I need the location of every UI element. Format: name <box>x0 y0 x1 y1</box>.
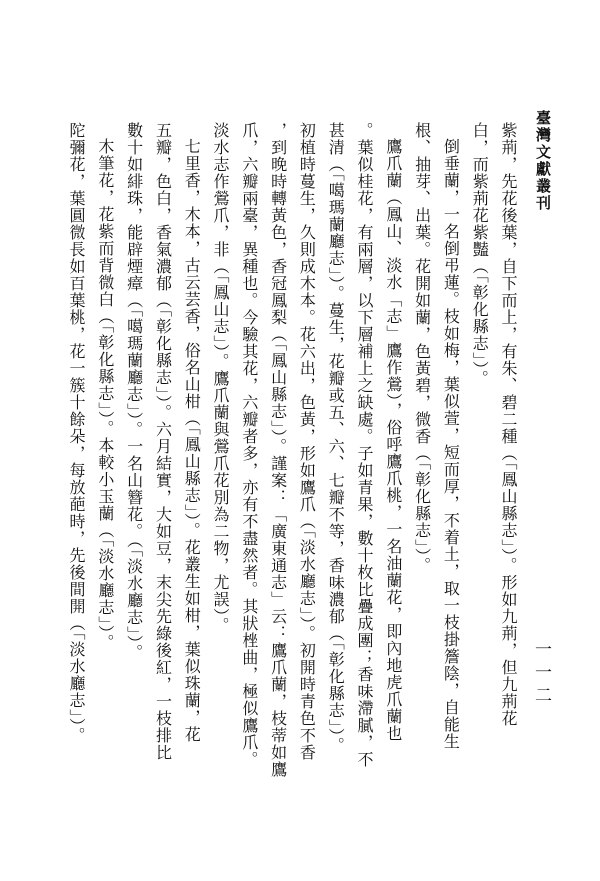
text-column: 陀彌花，葉圓微長如百葉桃，花一簇十餘朵，每放葩時，先後間開（「淡水廳志」）。 <box>67 122 87 744</box>
text-column: ，到晚時轉黃色，香冠鳳梨（「鳳山縣志」）。謹案：「廣東通志」云：鷹爪蘭，枝蒂如鷹 <box>268 122 288 778</box>
vertical-text-block <box>62 122 522 862</box>
text-column: 。葉似桂花，有兩層，以下層補上之缺處。子如青果，數十枚比疊成團；香味滯膩，不 <box>355 122 375 768</box>
text-column: 爪，六瓣兩臺，異種也。今驗其花，六瓣者多，亦有不盡然者。其狀㭫曲，極似鷹爪。 <box>239 122 259 768</box>
text-column: 甚清（「噶瑪蘭廳志」）。蔓生，花瓣或五、六、七瓣不等，香味濃郁（「彰化縣志」）。 <box>326 122 346 754</box>
text-column: 初植時蔓生，久則成木本。花六出，色黃，形如鷹爪（「淡水廳志」）。初開時青色不香 <box>297 122 317 761</box>
running-title: 臺灣文獻叢刊 <box>534 110 552 212</box>
text-column: 七里香，木本，古云芸香，俗名山柑（「鳳山縣志」）。花叢生如柑，葉似珠蘭，花 <box>182 138 202 743</box>
text-column: 五瓣，色白，香氣濃郁（「彰化縣志」）。六月結實，大如豆，末尖先綠後紅，一枝排比 <box>153 122 173 761</box>
text-column: 木筆花，花紫而背微白（「彰化縣志」）。本較小玉蘭（「淡水廳志」）。 <box>95 138 115 651</box>
text-column: 白，而紫荊花紫豔（「彰化縣志」）。 <box>470 122 490 387</box>
text-column: 紫荊，先花後葉，自下而上，有朱、碧二種（「鳳山縣志」）。形如九荊，但九荊花 <box>499 122 518 727</box>
text-column: 數十如緋珠，能辟煙瘴（「噶瑪蘭廳志」）。一名山簪花。（「淡水廳志」）。 <box>124 122 144 661</box>
text-column: 倒垂蘭，一名倒弔蓮。枝如梅，葉似萱，短而厚，不着土，取一枝掛簷陰，自能生 <box>441 138 461 750</box>
text-column: 鷹爪蘭（鳳山、淡水「志」鷹作鶯），俗呼鷹爪桃，一名油蘭花，即內地虎爪蘭也 <box>383 138 403 742</box>
text-column: 淡水志作鶯爪，非（「鳳山志」）。鷹爪蘭與鶯爪花別為二物，尤誤）。 <box>211 122 231 634</box>
text-column: 根、抽芽、出葉。花開如蘭，色黃碧，微香（「彰化縣志」）。 <box>412 122 432 574</box>
page-number: 一一二 <box>531 640 551 709</box>
